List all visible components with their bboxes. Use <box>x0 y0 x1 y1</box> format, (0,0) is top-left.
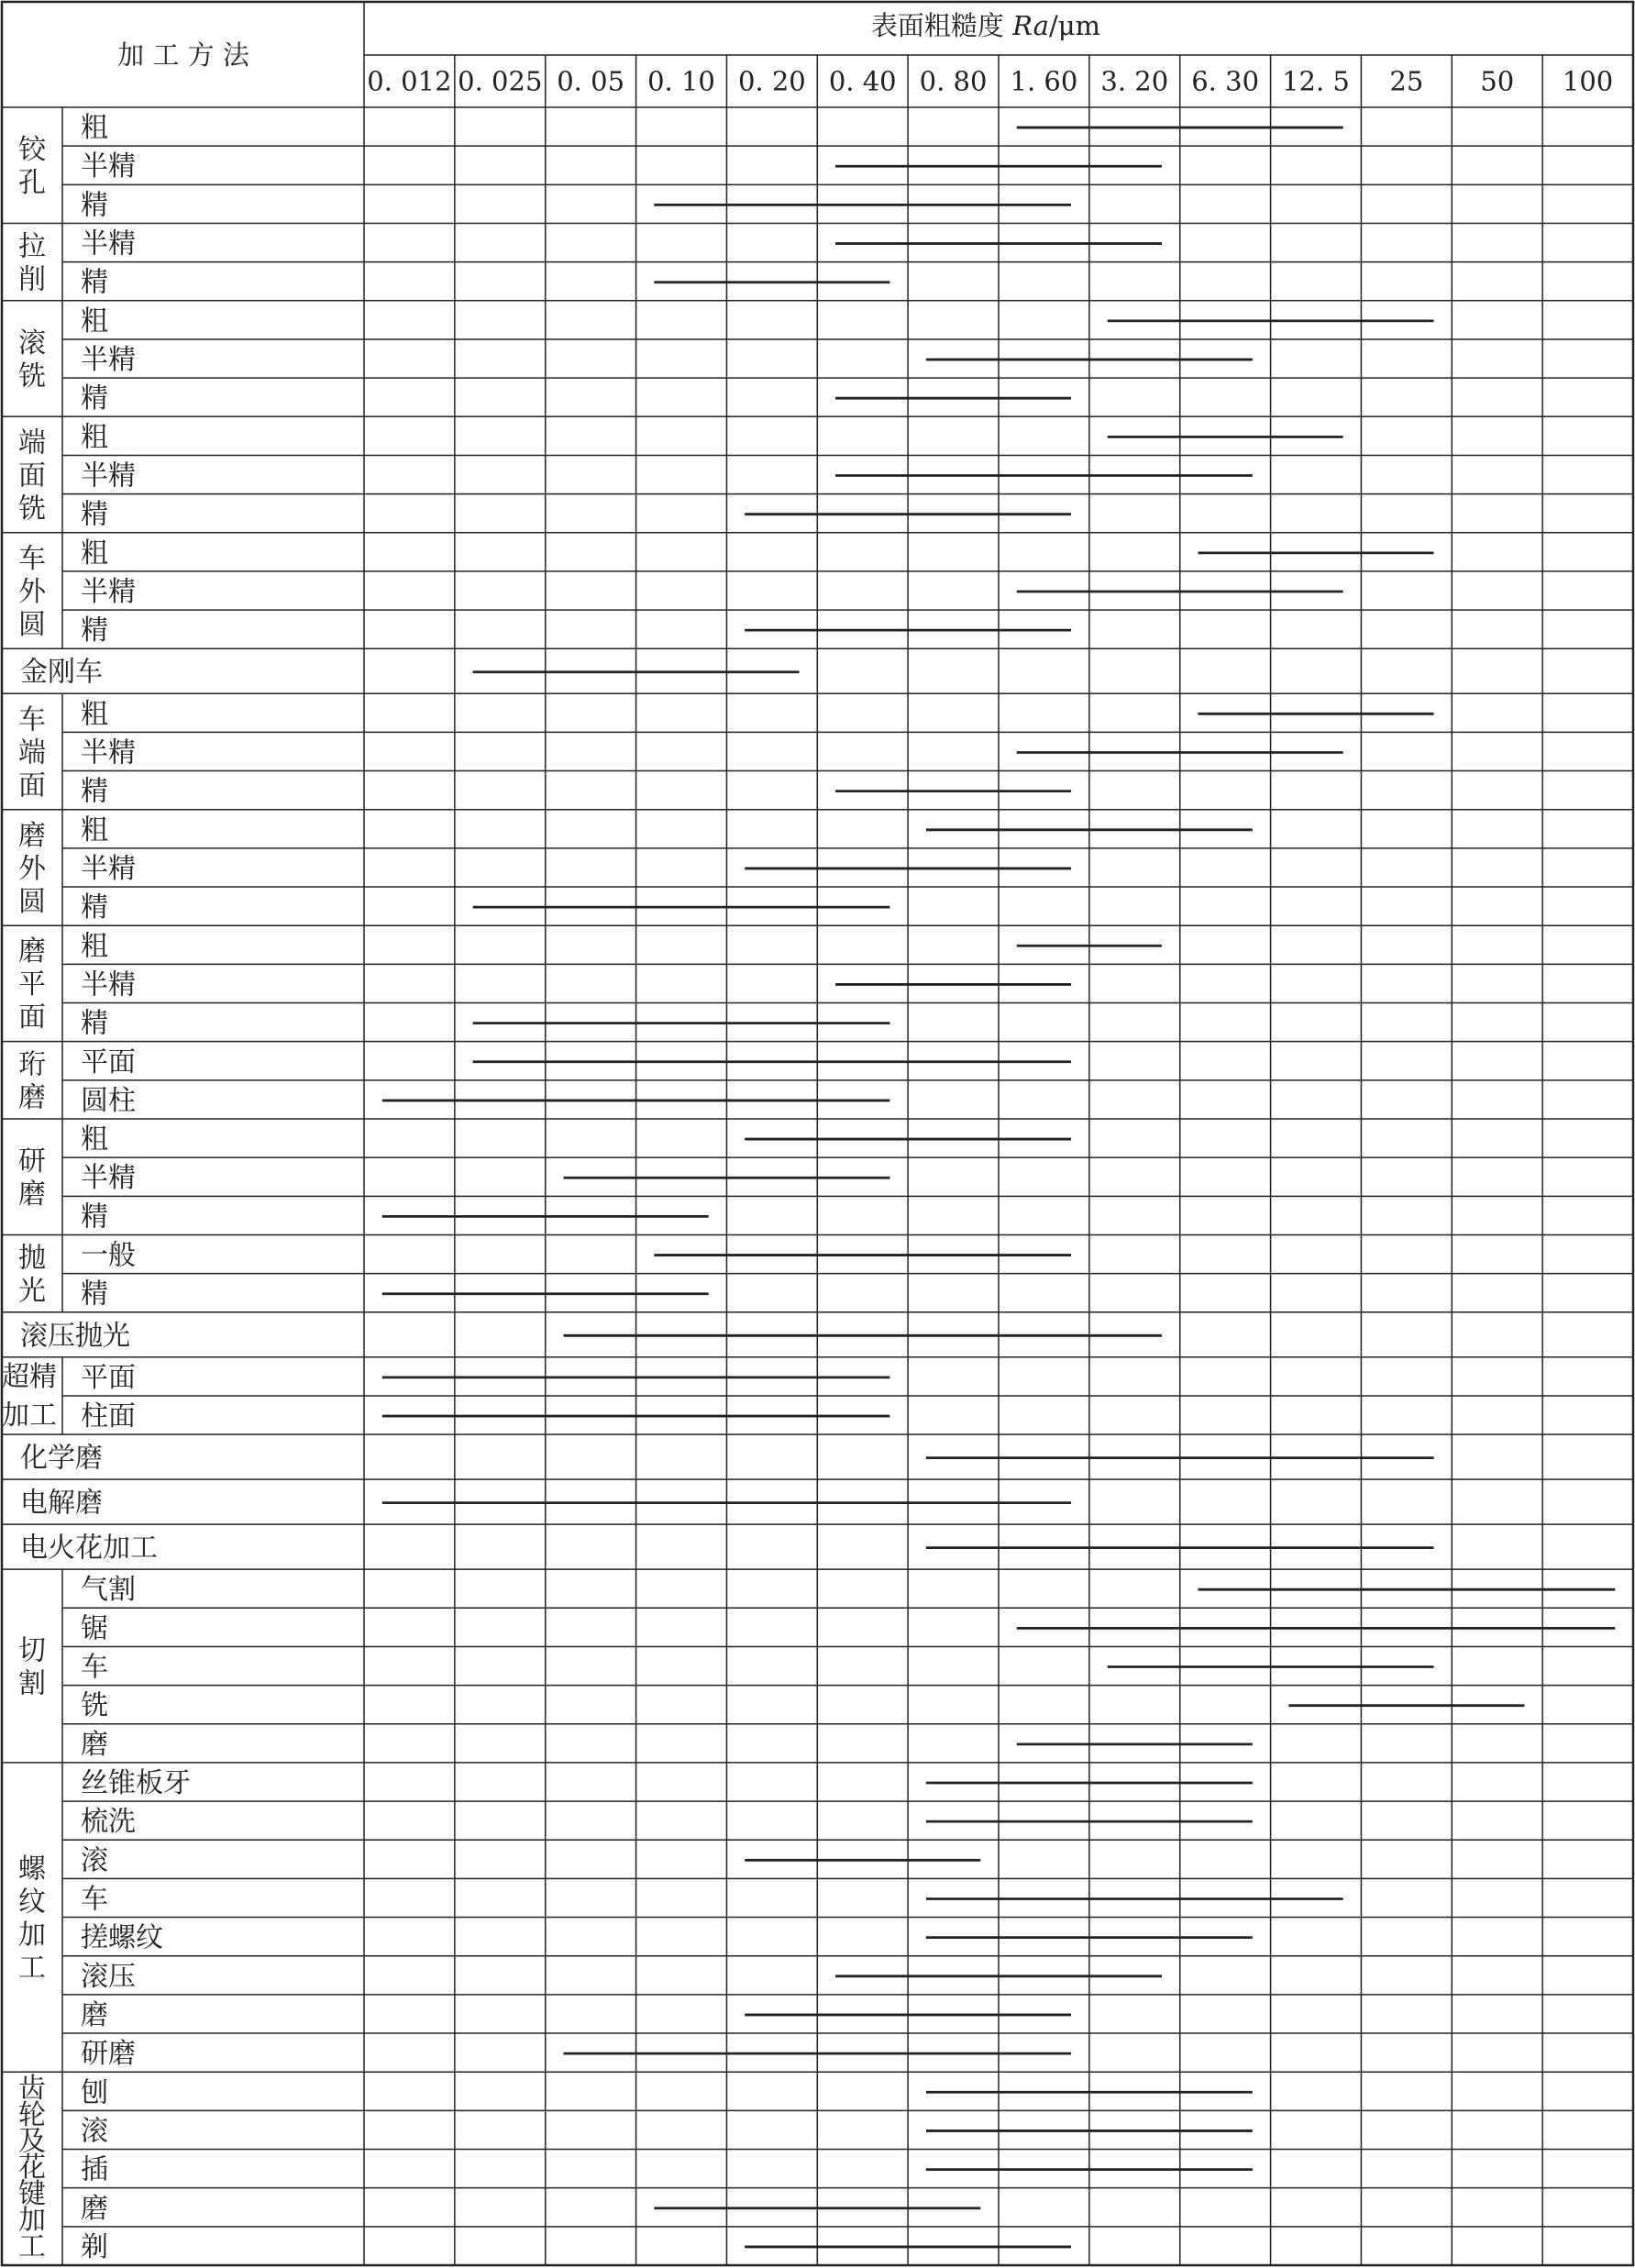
method-row-label: 半精 <box>81 968 136 1001</box>
method-group-label: 车端面 <box>18 703 46 802</box>
column-label: 0. 20 <box>737 65 806 97</box>
method-row-label: 柱面 <box>81 1400 136 1433</box>
method-row-label: 粗 <box>81 304 108 337</box>
table-header <box>117 10 1100 71</box>
method-row-label: 粗 <box>81 698 108 731</box>
method-group-label: 珩磨 <box>18 1048 46 1114</box>
method-group-label: 超精 <box>2 1360 57 1393</box>
method-row-label: 半精 <box>81 150 136 183</box>
table-grid <box>2 2 1633 2265</box>
method-row-label: 气割 <box>81 1574 136 1607</box>
column-label: 0. 012 <box>367 65 452 97</box>
method-label: 化学磨 <box>20 1442 103 1475</box>
method-group-label: 铰孔 <box>18 134 46 200</box>
method-row-label: 半精 <box>81 227 136 260</box>
method-row-label: 搓螺纹 <box>81 1921 163 1954</box>
column-label: 0. 05 <box>557 65 625 97</box>
method-row-label: 半精 <box>81 1162 136 1195</box>
column-label: 100 <box>1562 65 1614 97</box>
method-label: 电火花加工 <box>20 1532 158 1565</box>
column-label: 0. 025 <box>458 65 543 97</box>
column-label: 25 <box>1389 65 1424 97</box>
method-row-label: 粗 <box>81 421 108 454</box>
method-group-label: 切割 <box>18 1634 46 1700</box>
method-row-label: 精 <box>81 614 108 647</box>
method-row-label: 精 <box>81 775 108 808</box>
method-row-label: 平面 <box>81 1361 136 1394</box>
method-group-label: 滚铣 <box>18 326 46 393</box>
method-row-label: 滚 <box>81 2115 108 2148</box>
method-label: 电解磨 <box>20 1487 103 1520</box>
method-row-label: 精 <box>81 1007 108 1040</box>
method-group-label: 研磨 <box>18 1145 46 1211</box>
method-row-label: 半精 <box>81 736 136 769</box>
method-row-label: 剃 <box>81 2230 108 2263</box>
method-row-label: 粗 <box>81 930 108 963</box>
column-label: 0. 10 <box>647 65 715 97</box>
method-row-label: 半精 <box>81 852 136 885</box>
method-row-label: 梳洗 <box>81 1806 136 1839</box>
method-group-label: 齿轮及花键加工 <box>18 2073 46 2263</box>
method-row-label: 半精 <box>81 344 136 377</box>
method-row-label: 锯 <box>81 1612 108 1645</box>
method-header: 加 工 方 法 <box>117 39 249 71</box>
method-row-label: 圆柱 <box>81 1084 136 1117</box>
method-row-label: 丝锥板牙 <box>81 1767 191 1799</box>
method-row-label: 滚压 <box>81 1960 136 1993</box>
method-group-label: 端面铣 <box>18 426 46 526</box>
method-row-label: 粗 <box>81 112 108 145</box>
column-label: 0. 40 <box>828 65 897 97</box>
method-row-label: 车 <box>81 1651 108 1684</box>
method-row-label: 精 <box>81 891 108 924</box>
roughness-header: 表面粗糙度 Ra/μm <box>870 10 1101 41</box>
method-labels <box>2 112 191 2263</box>
method-group-label: 车外圆 <box>18 542 46 641</box>
method-row-label: 粗 <box>81 813 108 846</box>
column-label: 50 <box>1480 65 1515 97</box>
method-row-label: 铣 <box>81 1689 108 1722</box>
method-row-label: 一般 <box>81 1239 136 1272</box>
column-label: 1. 60 <box>1010 65 1078 97</box>
method-row-label: 滚 <box>81 1844 108 1877</box>
method-row-label: 半精 <box>81 459 136 492</box>
method-row-label: 精 <box>81 189 108 222</box>
method-group-label: 螺纹加工 <box>18 1853 46 1985</box>
method-label: 金刚车 <box>20 656 103 689</box>
roughness-columns <box>367 66 1613 97</box>
column-label: 0. 80 <box>919 65 988 97</box>
method-row-label: 精 <box>81 1278 108 1311</box>
method-row-label: 精 <box>81 266 108 299</box>
method-group-label: 磨平面 <box>18 935 46 1034</box>
method-row-label: 磨 <box>81 1728 108 1761</box>
column-label: 3. 20 <box>1100 65 1169 97</box>
method-row-label: 平面 <box>81 1045 136 1079</box>
method-row-label: 刨 <box>81 2076 108 2109</box>
method-row-label: 精 <box>81 498 108 531</box>
method-row-label: 插 <box>81 2153 108 2186</box>
method-row-label: 磨 <box>81 1998 108 2031</box>
method-label: 滚压抛光 <box>20 1320 130 1353</box>
method-row-label: 精 <box>81 382 108 415</box>
method-row-label: 研磨 <box>81 2038 136 2071</box>
method-row-label: 车 <box>81 1883 108 1916</box>
method-group-label: 拉削 <box>18 230 46 296</box>
method-row-label: 精 <box>81 1200 108 1234</box>
column-label: 6. 30 <box>1191 65 1260 97</box>
method-row-label: 半精 <box>81 576 136 608</box>
method-group-label: 磨外圆 <box>18 819 46 918</box>
method-group-label: 抛光 <box>18 1242 46 1308</box>
method-row-label: 磨 <box>81 2192 108 2225</box>
method-group-label: 加工 <box>2 1400 57 1433</box>
method-row-label: 粗 <box>81 537 108 570</box>
method-row-label: 粗 <box>81 1123 108 1156</box>
column-label: 12. 5 <box>1282 65 1350 97</box>
